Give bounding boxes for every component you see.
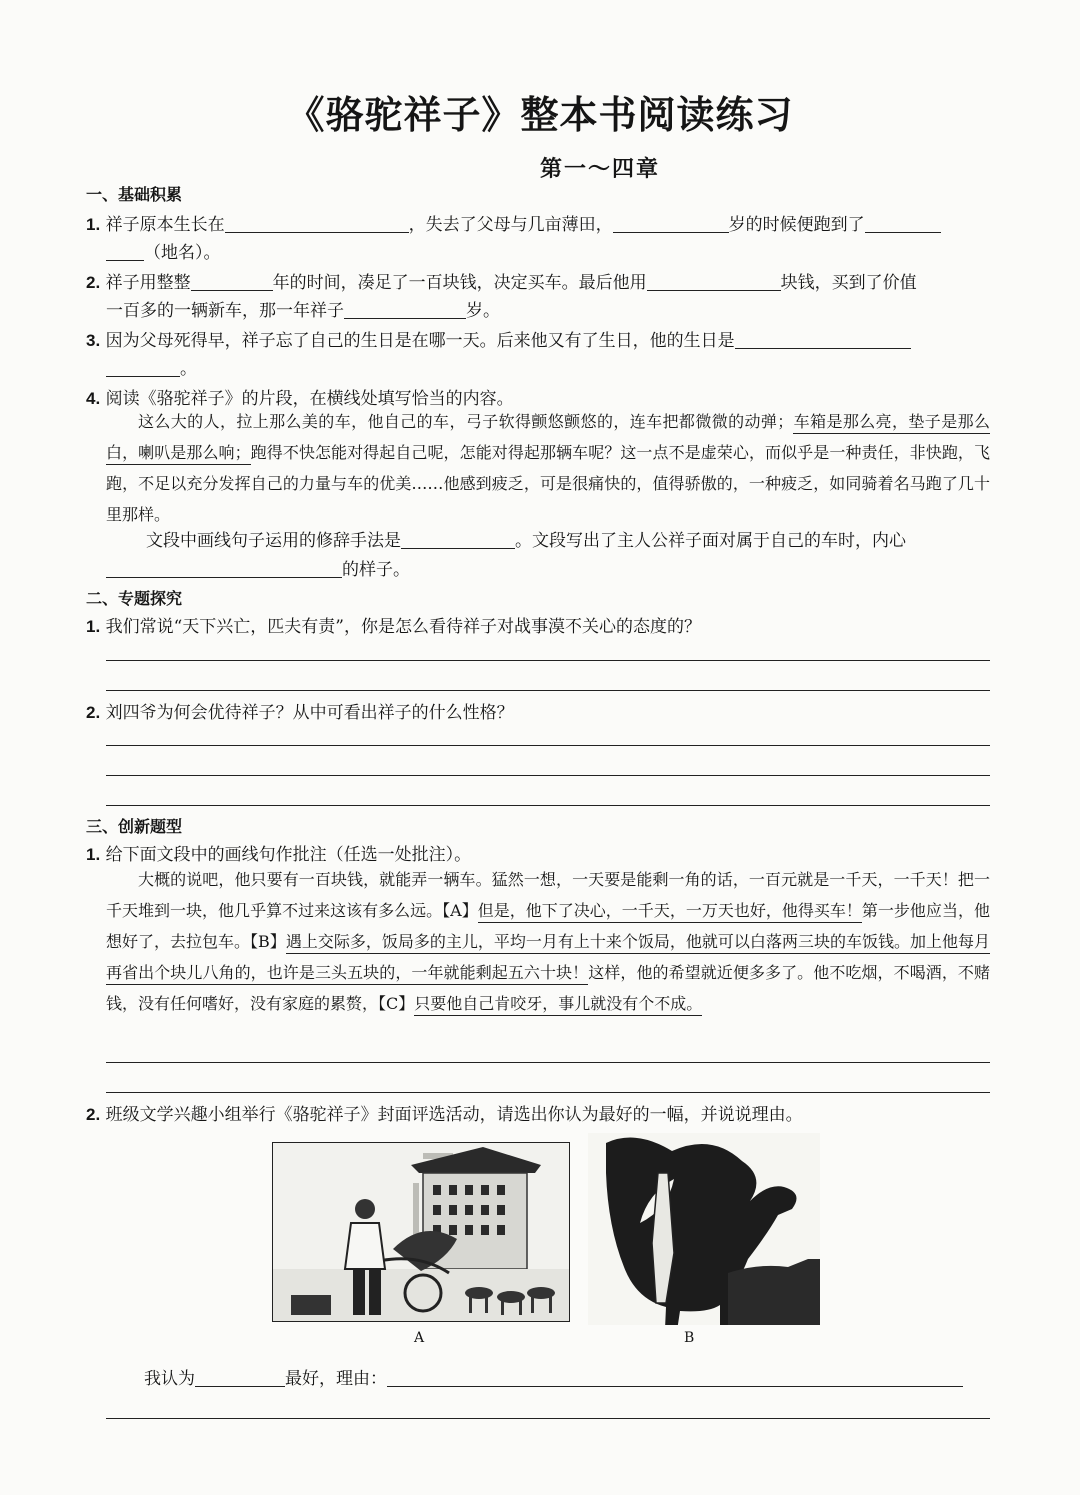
- s1-q4-question-line1: [146, 526, 992, 551]
- s3-q2-number: 2.: [86, 1105, 101, 1124]
- s2-q1-text: 我们常说“天下兴亡，匹夫有责”，你是怎么看待祥子对战事漠不关心的态度的？: [105, 617, 701, 637]
- s3-q1-passage-part2: 第一步他应当，他想好了，去拉包车。: [106, 901, 990, 951]
- cover-b-illustration: [588, 1133, 820, 1325]
- s1-q2-blank-1[interactable]: [191, 270, 273, 291]
- s3-q2-reason-blank[interactable]: [387, 1366, 963, 1387]
- s3-q2-answer-prompt: [144, 1364, 963, 1389]
- s2-q2-answer-line-2[interactable]: [106, 775, 990, 776]
- s1-q4-text-d: 的样子。: [342, 560, 410, 580]
- s1-q3-blank-1[interactable]: [735, 328, 911, 349]
- s1-q4-passage: [106, 406, 990, 530]
- s1-q2-text-e: 岁。: [466, 301, 500, 321]
- s1-q1-blank-3-cont[interactable]: [106, 240, 144, 261]
- s1-q1-text-b: ，失去了父母与几亩薄田，: [408, 215, 613, 235]
- s1-q2-line1: [86, 268, 992, 293]
- s1-q1-number: 1.: [86, 215, 101, 234]
- s3-q1-underlined-a: 但是，他下了决心，一千天，一万天也好，他得买车！: [478, 901, 862, 923]
- s3-q2-answer-line[interactable]: [106, 1418, 990, 1419]
- s3-q1-passage-part3: 这样，他的希望就近便多多了。他不吃烟，不喝酒，不赌钱，没有任何嗜好，没有家庭的累赘，: [106, 963, 990, 1013]
- section-2-heading: 二、专题探究: [86, 589, 183, 608]
- s3-q1-marker-b: 【B】: [250, 932, 286, 951]
- s1-q1-line2: [106, 238, 992, 263]
- s3-q1-passage-part1: 大概的说吧，他只要有一百块钱，就能弄一辆车。猛然一想，一天要是能剩一角的话，一百元就是一千天，一千天！把一千天堆到一块，他几乎算不过来这该有多么远。: [106, 870, 990, 920]
- s1-q4-underlined-sentence: 车箱是那么亮，垫子是那么白，喇叭是那么响；: [106, 412, 990, 465]
- cover-image-b[interactable]: [588, 1133, 820, 1325]
- s1-q3-line2: [106, 354, 992, 379]
- s3-q1-text: 给下面文段中的画线句作批注（任选一处批注）。: [105, 845, 472, 865]
- s1-q2-text-d: 一百多的一辆新车，那一年祥子: [106, 301, 344, 321]
- s1-q2-blank-2[interactable]: [647, 270, 781, 291]
- s1-q4-passage-part1: 这么大的人，拉上那么美的车，他自己的车，弓子软得颤悠颤悠的，连车把都微微的动弹；: [138, 412, 794, 431]
- s1-q4-blank-2[interactable]: [106, 557, 342, 578]
- cover-a-label: A: [414, 1330, 425, 1346]
- s1-q1-text-c: 岁的时候便跑到了: [728, 215, 865, 235]
- s1-q1-blank-1[interactable]: [225, 212, 409, 233]
- s1-q2-text-a: 祥子用整整: [105, 273, 191, 293]
- s2-q1-line: [86, 612, 992, 637]
- s2-q2-answer-line-1[interactable]: [106, 745, 990, 746]
- s1-q1-blank-3[interactable]: [865, 212, 941, 233]
- s3-q1-underlined-c: 只要他自己肯咬牙，事儿就没有个不成。: [414, 994, 702, 1016]
- s1-q2-blank-3[interactable]: [344, 298, 466, 319]
- s1-q1-text-a: 祥子原本生长在: [105, 215, 225, 235]
- s2-q1-answer-line-1[interactable]: [106, 660, 990, 661]
- chapter-subtitle: 第一～四章: [539, 156, 660, 182]
- s3-q1-line: [86, 840, 992, 865]
- s1-q3-blank-1-cont[interactable]: [106, 356, 180, 377]
- s2-q2-text: 刘四爷为何会优待祥子？从中可看出祥子的什么性格？: [105, 703, 514, 723]
- s1-q4-text-b: 文段中画线句子运用的修辞手法是: [146, 531, 401, 551]
- s3-q2-text-a: 我认为: [144, 1369, 195, 1389]
- s3-q1-number: 1.: [86, 845, 101, 864]
- s3-q1-marker-c: 【C】: [378, 994, 415, 1013]
- s3-q1-answer-line-2[interactable]: [106, 1092, 990, 1093]
- s3-q2-choice-blank[interactable]: [195, 1366, 285, 1387]
- s1-q3-line1: [86, 326, 992, 351]
- s3-q2-line: [86, 1100, 992, 1125]
- s1-q4-passage-part2: 跑得不快怎能对得起自己呢，怎能对得起那辆车呢？这一点不是虚荣心，而似乎是一种责任，非快跑，飞跑，不足以充分发挥自己的力量与车的优美……他感到疲乏，可是很痛快的，值得骄傲的，一种疲乏，如同骑着名马跑了几十里那样。: [106, 443, 990, 524]
- s3-q1-answer-line-1[interactable]: [106, 1062, 990, 1063]
- s1-q4-number: 4.: [86, 389, 101, 408]
- s1-q2-text-b: 年的时间，凑足了一百块钱，决定买车。最后他用: [272, 273, 647, 293]
- cover-b-label: B: [684, 1330, 695, 1346]
- cover-image-a[interactable]: [272, 1142, 570, 1322]
- section-1-heading: 一、基础积累: [86, 185, 183, 204]
- s2-q2-number: 2.: [86, 703, 101, 722]
- s1-q4-text-c: 。文段写出了主人公祥子面对属于自己的车时，内心: [515, 531, 906, 551]
- s1-q1-line1: [86, 210, 992, 235]
- s1-q1-text-d: （地名）。: [144, 243, 221, 263]
- s3-q1-passage: [106, 864, 990, 1019]
- s2-q1-number: 1.: [86, 617, 101, 636]
- s1-q3-number: 3.: [86, 331, 101, 350]
- s3-q1-underlined-b: 遇上交际多，饭局多的主儿，平均一月有上十来个饭局，他就可以白落两三块的车饭钱。加上他每月再省出个块儿八角的，也许是三头五块的，一年就能剩起五六十块！: [106, 932, 990, 985]
- s3-q1-marker-a: 【A】: [442, 901, 478, 920]
- s3-q2-text-b: 最好，理由：: [285, 1369, 387, 1389]
- s2-q1-answer-line-2[interactable]: [106, 690, 990, 691]
- s1-q2-number: 2.: [86, 273, 101, 292]
- s3-q2-text: 班级文学兴趣小组举行《骆驼祥子》封面评选活动，请选出你认为最好的一幅，并说说理由。: [105, 1105, 803, 1125]
- s1-q4-question-line2: [106, 555, 992, 580]
- s1-q2-line2: [106, 296, 992, 321]
- s2-q2-answer-line-3[interactable]: [106, 805, 990, 806]
- s1-q4-text-a: 阅读《骆驼祥子》的片段，在横线处填写恰当的内容。: [105, 389, 514, 409]
- s1-q3-text-a: 因为父母死得早，祥子忘了自己的生日是在哪一天。后来他又有了生日，他的生日是: [105, 331, 735, 351]
- section-3-heading: 三、创新题型: [86, 817, 183, 836]
- s1-q1-blank-2[interactable]: [613, 212, 729, 233]
- page-title: 《骆驼祥子》整本书阅读练习: [286, 92, 794, 137]
- s2-q2-line: [86, 698, 992, 723]
- s1-q3-text-b: 。: [180, 359, 197, 379]
- cover-a-illustration: [273, 1143, 569, 1321]
- s1-q4-blank-1[interactable]: [401, 528, 515, 549]
- s1-q2-text-c: 块钱，买到了价值: [780, 273, 917, 293]
